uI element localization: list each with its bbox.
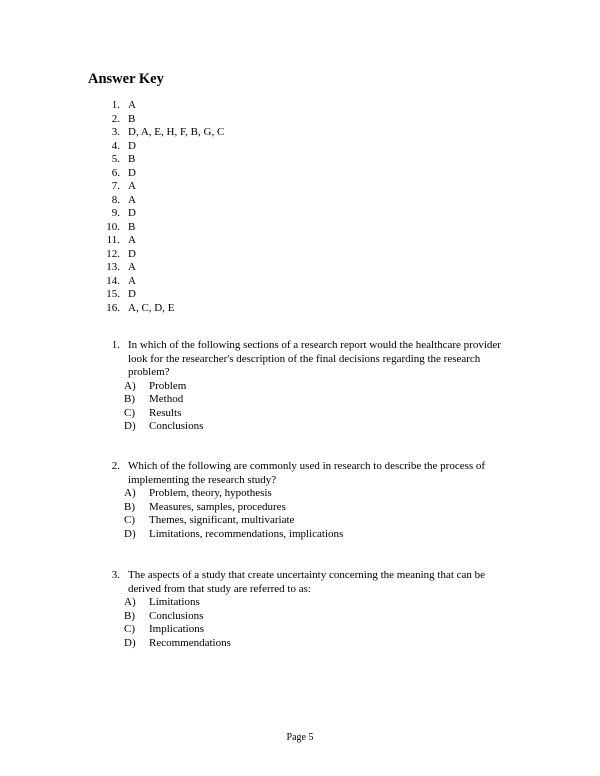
answer-number: 10.: [106, 220, 120, 233]
option-letter: D): [124, 636, 136, 649]
option-item: [124, 623, 528, 637]
answer-key-list: [96, 99, 224, 315]
option-text: Conclusions: [149, 609, 204, 622]
answer-key-item: [96, 302, 224, 316]
answer-key-item: [96, 207, 224, 221]
question-stem: [108, 569, 528, 596]
question-stem: [108, 460, 528, 487]
answer-key-item: [96, 153, 224, 167]
answer-number: 6.: [111, 166, 120, 179]
answer-number: 8.: [111, 193, 120, 206]
answer-key-item: [96, 113, 224, 127]
answer-number: 7.: [111, 180, 120, 192]
option-text: Measures, samples, procedures: [149, 500, 286, 513]
option-text: Limitations: [149, 596, 200, 608]
answer-value: B: [128, 112, 136, 125]
option-item: [124, 487, 528, 501]
question-number: 2.: [111, 460, 120, 472]
answer-number: 15.: [106, 288, 120, 300]
answer-value: D: [128, 288, 136, 300]
answer-key-item: [96, 194, 224, 208]
option-letter: A): [124, 379, 136, 392]
question-1: [108, 339, 528, 434]
option-list: [108, 596, 528, 650]
answer-value: A: [128, 193, 136, 206]
option-letter: C): [124, 406, 135, 419]
answer-number: 4.: [111, 139, 120, 152]
answer-number: 13.: [106, 261, 120, 273]
answer-number: 11.: [106, 234, 120, 246]
option-item: [124, 610, 528, 624]
option-item: [124, 596, 528, 610]
option-item: [124, 393, 528, 407]
option-letter: A): [124, 596, 136, 608]
question-text: The aspects of a study that create uncertainty concerning the meaning that can be derived from that study are referred to as:: [128, 569, 486, 595]
answer-key-heading: Answer Key: [88, 71, 164, 87]
option-text: Problem: [149, 379, 187, 392]
option-text: Problem, theory, hypothesis: [149, 487, 272, 499]
answer-value: A: [128, 99, 136, 111]
question-stem: [108, 339, 528, 380]
option-letter: B): [124, 393, 135, 405]
option-item: [124, 380, 528, 394]
answer-value: A: [128, 274, 136, 287]
answer-value: A: [128, 261, 136, 273]
option-letter: B): [124, 500, 135, 513]
question-2: [108, 460, 528, 541]
answer-key-item: [96, 248, 224, 262]
answer-value: A: [128, 234, 136, 246]
answer-value: B: [128, 220, 136, 233]
option-letter: D): [124, 527, 136, 540]
answer-value: D: [128, 166, 136, 179]
option-list: [108, 380, 528, 434]
answer-key-item: [96, 140, 224, 154]
answer-number: 12.: [106, 247, 120, 260]
answer-value: A: [128, 180, 136, 192]
answer-value: D: [128, 207, 136, 219]
answer-value: D: [128, 247, 136, 260]
answer-value: D, A, E, H, F, B, G, C: [128, 126, 225, 138]
option-item: [124, 514, 528, 528]
answer-key-item: [96, 180, 224, 194]
option-letter: C): [124, 514, 135, 526]
answer-number: 2.: [111, 112, 120, 125]
option-text: Implications: [149, 623, 204, 635]
question-text: Which of the following are commonly used in research to describe the process of implementing the research study?: [128, 460, 486, 486]
option-item: [124, 528, 528, 542]
answer-value: D: [128, 139, 136, 152]
question-text: In which of the following sections of a research report would the healthcare provider look for the researcher's description of the final decisions regarding the research problem?: [128, 339, 501, 378]
answer-number: 9.: [111, 207, 120, 219]
option-item: [124, 420, 528, 434]
page-number: Page 5: [286, 732, 314, 743]
option-letter: B): [124, 609, 135, 622]
answer-key-item: [96, 221, 224, 235]
answer-value: A, C, D, E: [128, 301, 175, 314]
question-number: 3.: [111, 569, 120, 581]
answer-key-item: [96, 126, 224, 140]
answer-key-item: [96, 275, 224, 289]
answer-key-item: [96, 167, 224, 181]
option-letter: C): [124, 623, 135, 635]
question-3: [108, 569, 528, 650]
option-item: [124, 407, 528, 421]
option-letter: D): [124, 420, 136, 432]
question-number: 1.: [111, 339, 120, 351]
answer-key-item: [96, 261, 224, 275]
answer-number: 16.: [106, 301, 120, 314]
option-text: Limitations, recommendations, implications: [149, 527, 344, 540]
answer-number: 14.: [106, 274, 120, 287]
answer-key-item: [96, 99, 224, 113]
answer-number: 3.: [111, 126, 120, 138]
option-text: Method: [149, 393, 184, 405]
answer-key-item: [96, 234, 224, 248]
answer-value: B: [128, 153, 136, 165]
option-text: Results: [149, 406, 182, 419]
option-list: [108, 487, 528, 541]
option-text: Themes, significant, multivariate: [149, 514, 295, 526]
answer-number: 5.: [111, 153, 120, 165]
option-text: Conclusions: [149, 420, 204, 432]
option-item: [124, 501, 528, 515]
option-letter: A): [124, 487, 136, 499]
answer-number: 1.: [111, 99, 120, 111]
option-text: Recommendations: [149, 636, 231, 649]
option-item: [124, 637, 528, 651]
answer-key-item: [96, 288, 224, 302]
